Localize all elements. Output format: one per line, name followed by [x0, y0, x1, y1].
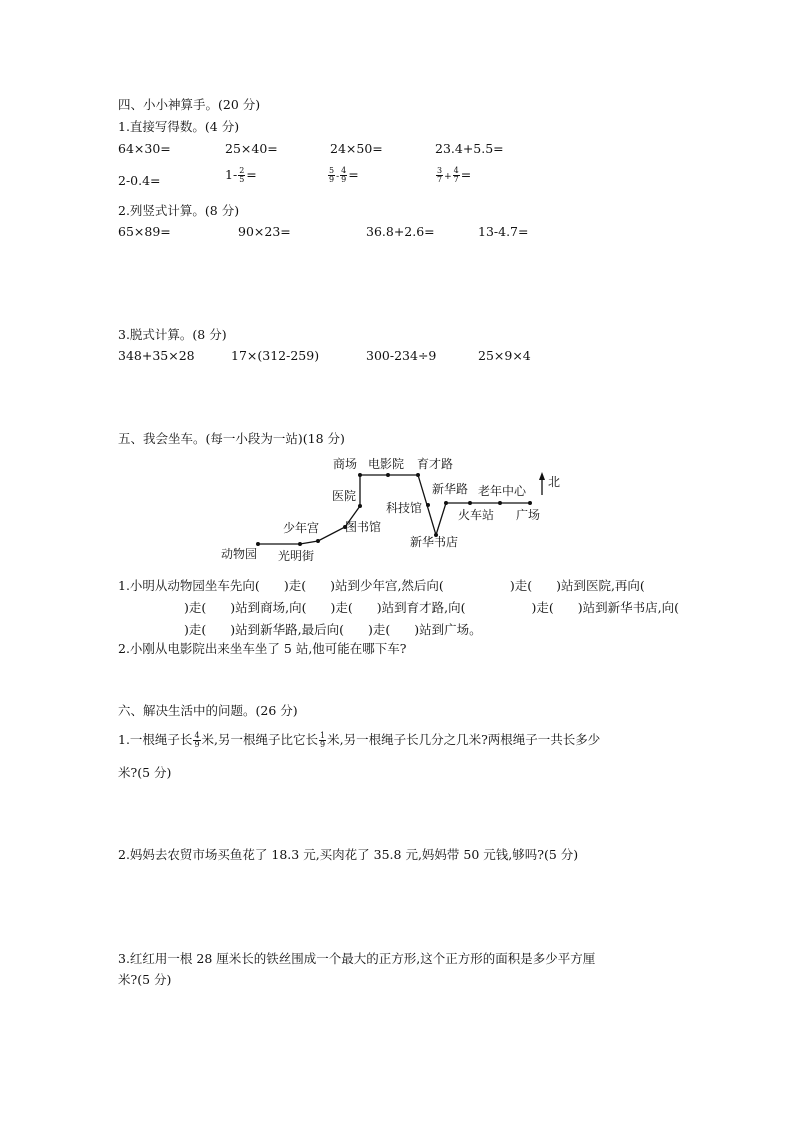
station-label-zoo: 动物园: [221, 547, 258, 561]
station-dot: [358, 473, 362, 477]
station-label-yucai: 育才路: [417, 457, 454, 471]
station-dot: [316, 539, 320, 543]
station-dot: [468, 501, 472, 505]
section6-heading: 六、解决生活中的问题。(26 分): [118, 703, 298, 718]
station-label-scitech: 科技馆: [386, 501, 423, 515]
station-label-mall: 商场: [333, 457, 358, 471]
station-dot: [416, 473, 420, 477]
q3-item: 25×9×4: [478, 348, 531, 363]
section5-q1: 1.小明从动物园坐车先向( )走( )站到少年宫,然后向( )走( )站到医院,再向()走( )站到商场,向( )走( )站到育才路,向( )走( )站到新华书店,向()走( )站到新华路,最后向( )走( )站到广场。: [118, 578, 679, 637]
station-label-elderly: 老年中心: [478, 484, 527, 498]
q1-item: 25×40=: [225, 141, 278, 156]
q1-item: 64×30=: [118, 141, 171, 156]
station-label-hospital: 医院: [332, 489, 357, 503]
station-dot: [444, 501, 448, 505]
station-dot: [498, 501, 502, 505]
section5-heading: 五、我会坐车。(每一小段为一站)(18 分): [118, 431, 345, 446]
station-label-bookstore: 新华书店: [410, 535, 459, 549]
q3-item: 348+35×28: [118, 348, 195, 363]
section5-q2: 2.小刚从电影院出来坐车坐了 5 站,他可能在哪下车?: [118, 641, 407, 656]
north-label: 北: [548, 475, 561, 489]
station-dot: [386, 473, 390, 477]
q1-title: 1.直接写得数。(4 分): [118, 119, 240, 134]
section4-heading: 四、小小神算手。(20 分): [118, 97, 261, 112]
section6-q3-line1: 3.红红用一根 28 厘米长的铁丝围成一个最大的正方形,这个正方形的面积是多少平方厘: [118, 951, 596, 966]
station-dot: [298, 542, 302, 546]
q1-item-fraction: 1- $\frac{2}{5}$ =: [225, 166, 257, 184]
q3-item: 17×(312-259): [231, 348, 320, 363]
q1-item: 2-0.4=: [118, 173, 161, 188]
section6-q2: 2.妈妈去农贸市场买鱼花了 18.3 元,买肉花了 35.8 元,妈妈带 50 元钱,够吗?(5 分): [118, 847, 579, 862]
section6-q1-line2: 米?(5 分): [118, 765, 172, 780]
q2-item: 90×23=: [238, 224, 291, 239]
station-dot: [528, 501, 532, 505]
q1-item: 23.4+5.5=: [435, 141, 504, 156]
q1-item-fraction: $\frac{5}{9}$ - $\frac{4}{9}$ =: [329, 166, 359, 184]
section6-q1-line1: 1.一根绳子长 $\frac{4}{9}$ 米,另一根绳子比它长 $\frac{1}{9}$ 米,另一根绳子长几分之几米?两根绳子一共长多少: [118, 731, 601, 749]
q2-item: 13-4.7=: [478, 224, 529, 239]
q3-title: 3.脱式计算。(8 分): [118, 327, 227, 342]
station-label-palace: 少年宫: [283, 521, 320, 535]
station-dot: [426, 503, 430, 507]
q1-item-fraction: $\frac{3}{7}$ + $\frac{4}{7}$ =: [437, 166, 472, 184]
station-label-train: 火车站: [458, 508, 495, 522]
q3-item: 300-234÷9: [366, 348, 437, 363]
station-label-xinhua-road: 新华路: [432, 482, 469, 496]
north-arrow-icon: [539, 472, 545, 480]
station-label-cinema: 电影院: [368, 457, 405, 471]
section6-q3-line2: 米?(5 分): [118, 972, 172, 987]
station-dot: [256, 542, 260, 546]
q2-item: 36.8+2.6=: [366, 224, 435, 239]
station-label-square: 广场: [516, 508, 541, 522]
q1-item: 24×50=: [330, 141, 383, 156]
station-label-library: 图书馆: [345, 520, 382, 534]
station-label-guangming: 光明街: [278, 549, 315, 563]
q2-title: 2.列竖式计算。(8 分): [118, 203, 240, 218]
q2-item: 65×89=: [118, 224, 171, 239]
station-dot: [358, 504, 362, 508]
